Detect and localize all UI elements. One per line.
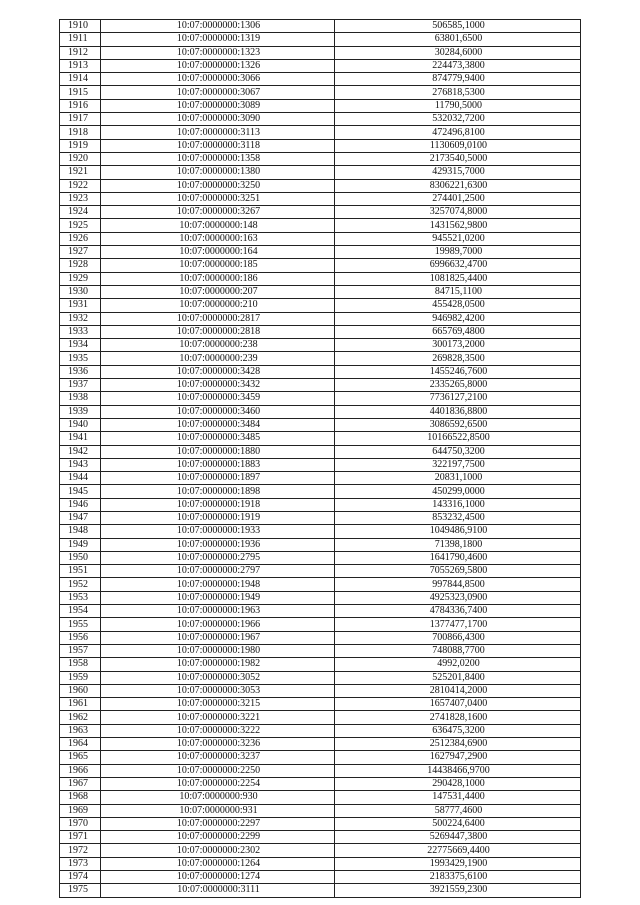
cadastral-number: 10:07:0000000:3237 xyxy=(101,751,335,764)
row-number: 1913 xyxy=(60,59,101,72)
table-row xyxy=(60,352,581,365)
table-row xyxy=(60,339,581,352)
table-row xyxy=(60,259,581,272)
cadastral-number: 10:07:0000000:1883 xyxy=(101,458,335,471)
table-row xyxy=(60,99,581,112)
cadastral-number: 10:07:0000000:1918 xyxy=(101,498,335,511)
cadastral-value: 276818,5300 xyxy=(335,86,581,99)
cadastral-number: 10:07:0000000:3428 xyxy=(101,365,335,378)
cadastral-number: 10:07:0000000:3052 xyxy=(101,671,335,684)
cadastral-number: 10:07:0000000:1358 xyxy=(101,152,335,165)
cadastral-number: 10:07:0000000:238 xyxy=(101,339,335,352)
table-row xyxy=(60,405,581,418)
row-number: 1956 xyxy=(60,631,101,644)
cadastral-value: 30284,6000 xyxy=(335,46,581,59)
table-row xyxy=(60,871,581,884)
cadastral-value: 84715,1100 xyxy=(335,285,581,298)
cadastral-value: 2810414,2000 xyxy=(335,684,581,697)
cadastral-number: 10:07:0000000:3251 xyxy=(101,192,335,205)
row-number: 1937 xyxy=(60,379,101,392)
table-row xyxy=(60,46,581,59)
row-number: 1948 xyxy=(60,525,101,538)
cadastral-number: 10:07:0000000:2254 xyxy=(101,777,335,790)
table-row xyxy=(60,831,581,844)
cadastral-number: 10:07:0000000:1980 xyxy=(101,644,335,657)
cadastral-number: 10:07:0000000:1966 xyxy=(101,618,335,631)
row-number: 1974 xyxy=(60,871,101,884)
row-number: 1924 xyxy=(60,206,101,219)
row-number: 1921 xyxy=(60,166,101,179)
row-number: 1971 xyxy=(60,831,101,844)
cadastral-number: 10:07:0000000:3432 xyxy=(101,379,335,392)
cadastral-value: 1455246,7600 xyxy=(335,365,581,378)
table-row xyxy=(60,365,581,378)
table-row xyxy=(60,498,581,511)
cadastral-value: 1377477,1700 xyxy=(335,618,581,631)
table-row xyxy=(60,804,581,817)
row-number: 1951 xyxy=(60,565,101,578)
table-row xyxy=(60,644,581,657)
cadastral-number: 10:07:0000000:2818 xyxy=(101,325,335,338)
cadastral-value: 450299,0000 xyxy=(335,485,581,498)
row-number: 1967 xyxy=(60,777,101,790)
cadastral-value-table xyxy=(59,19,581,898)
table-row xyxy=(60,777,581,790)
table-row xyxy=(60,113,581,126)
cadastral-number: 10:07:0000000:931 xyxy=(101,804,335,817)
table-row xyxy=(60,445,581,458)
cadastral-value: 63801,6500 xyxy=(335,33,581,46)
cadastral-value: 3257074,8000 xyxy=(335,206,581,219)
row-number: 1970 xyxy=(60,817,101,830)
table-row xyxy=(60,711,581,724)
cadastral-number: 10:07:0000000:1274 xyxy=(101,871,335,884)
row-number: 1959 xyxy=(60,671,101,684)
table-row xyxy=(60,618,581,631)
row-number: 1912 xyxy=(60,46,101,59)
cadastral-number: 10:07:0000000:1898 xyxy=(101,485,335,498)
row-number: 1932 xyxy=(60,312,101,325)
row-number: 1929 xyxy=(60,272,101,285)
table-row xyxy=(60,472,581,485)
table-row xyxy=(60,20,581,33)
cadastral-value: 71398,1800 xyxy=(335,538,581,551)
table-row xyxy=(60,139,581,152)
row-number: 1919 xyxy=(60,139,101,152)
cadastral-number: 10:07:0000000:3236 xyxy=(101,738,335,751)
table-row xyxy=(60,418,581,431)
row-number: 1973 xyxy=(60,857,101,870)
row-number: 1966 xyxy=(60,764,101,777)
cadastral-number: 10:07:0000000:1967 xyxy=(101,631,335,644)
cadastral-value: 4992,0200 xyxy=(335,658,581,671)
cadastral-number: 10:07:0000000:2817 xyxy=(101,312,335,325)
cadastral-number: 10:07:0000000:163 xyxy=(101,232,335,245)
table-row xyxy=(60,551,581,564)
row-number: 1926 xyxy=(60,232,101,245)
row-number: 1911 xyxy=(60,33,101,46)
cadastral-number: 10:07:0000000:1897 xyxy=(101,472,335,485)
table-row xyxy=(60,166,581,179)
row-number: 1943 xyxy=(60,458,101,471)
table-row xyxy=(60,86,581,99)
cadastral-number: 10:07:0000000:185 xyxy=(101,259,335,272)
table-row xyxy=(60,126,581,139)
table-row xyxy=(60,671,581,684)
table-row xyxy=(60,684,581,697)
row-number: 1916 xyxy=(60,99,101,112)
cadastral-number: 10:07:0000000:3089 xyxy=(101,99,335,112)
table-row xyxy=(60,605,581,618)
row-number: 1923 xyxy=(60,192,101,205)
table-row xyxy=(60,791,581,804)
cadastral-number: 10:07:0000000:3250 xyxy=(101,179,335,192)
cadastral-number: 10:07:0000000:1963 xyxy=(101,605,335,618)
row-number: 1927 xyxy=(60,246,101,259)
cadastral-number: 10:07:0000000:2302 xyxy=(101,844,335,857)
row-number: 1946 xyxy=(60,498,101,511)
cadastral-value: 11790,5000 xyxy=(335,99,581,112)
row-number: 1947 xyxy=(60,511,101,524)
cadastral-number: 10:07:0000000:1380 xyxy=(101,166,335,179)
cadastral-number: 10:07:0000000:1880 xyxy=(101,445,335,458)
cadastral-value: 2512384,6900 xyxy=(335,738,581,751)
table-row xyxy=(60,272,581,285)
row-number: 1952 xyxy=(60,578,101,591)
row-number: 1975 xyxy=(60,884,101,897)
cadastral-value: 1130609,0100 xyxy=(335,139,581,152)
table-row xyxy=(60,379,581,392)
table-row xyxy=(60,285,581,298)
cadastral-value: 274401,2500 xyxy=(335,192,581,205)
cadastral-number: 10:07:0000000:1306 xyxy=(101,20,335,33)
table-row xyxy=(60,246,581,259)
table-row xyxy=(60,525,581,538)
cadastral-number: 10:07:0000000:3221 xyxy=(101,711,335,724)
row-number: 1938 xyxy=(60,392,101,405)
row-number: 1934 xyxy=(60,339,101,352)
table-body xyxy=(60,20,581,898)
cadastral-value: 147531,4400 xyxy=(335,791,581,804)
row-number: 1939 xyxy=(60,405,101,418)
cadastral-value: 269828,3500 xyxy=(335,352,581,365)
cadastral-number: 10:07:0000000:3113 xyxy=(101,126,335,139)
cadastral-number: 10:07:0000000:3459 xyxy=(101,392,335,405)
cadastral-number: 10:07:0000000:2299 xyxy=(101,831,335,844)
cadastral-number: 10:07:0000000:164 xyxy=(101,246,335,259)
row-number: 1954 xyxy=(60,605,101,618)
table-row xyxy=(60,631,581,644)
cadastral-value: 58777,4600 xyxy=(335,804,581,817)
cadastral-value: 1049486,9100 xyxy=(335,525,581,538)
table-row xyxy=(60,485,581,498)
cadastral-number: 10:07:0000000:1949 xyxy=(101,591,335,604)
cadastral-value: 500224,6400 xyxy=(335,817,581,830)
cadastral-value: 506585,1000 xyxy=(335,20,581,33)
cadastral-number: 10:07:0000000:2797 xyxy=(101,565,335,578)
cadastral-value: 946982,4200 xyxy=(335,312,581,325)
table-row xyxy=(60,538,581,551)
table-row xyxy=(60,232,581,245)
cadastral-number: 10:07:0000000:1948 xyxy=(101,578,335,591)
table-row xyxy=(60,751,581,764)
cadastral-value: 636475,3200 xyxy=(335,724,581,737)
row-number: 1950 xyxy=(60,551,101,564)
cadastral-number: 10:07:0000000:3118 xyxy=(101,139,335,152)
cadastral-value: 1641790,4600 xyxy=(335,551,581,564)
cadastral-value: 1081825,4400 xyxy=(335,272,581,285)
table-row xyxy=(60,578,581,591)
table-row xyxy=(60,884,581,897)
cadastral-number: 10:07:0000000:3267 xyxy=(101,206,335,219)
row-number: 1968 xyxy=(60,791,101,804)
cadastral-value: 455428,0500 xyxy=(335,299,581,312)
table-row xyxy=(60,312,581,325)
row-number: 1960 xyxy=(60,684,101,697)
cadastral-value: 4925323,0900 xyxy=(335,591,581,604)
table-row xyxy=(60,565,581,578)
table-row xyxy=(60,33,581,46)
cadastral-value: 22775669,4400 xyxy=(335,844,581,857)
table-row xyxy=(60,591,581,604)
cadastral-number: 10:07:0000000:1933 xyxy=(101,525,335,538)
cadastral-number: 10:07:0000000:3460 xyxy=(101,405,335,418)
row-number: 1920 xyxy=(60,152,101,165)
cadastral-value: 8306221,6300 xyxy=(335,179,581,192)
cadastral-number: 10:07:0000000:148 xyxy=(101,219,335,232)
cadastral-value: 322197,7500 xyxy=(335,458,581,471)
cadastral-value: 853232,4500 xyxy=(335,511,581,524)
cadastral-value: 19989,7000 xyxy=(335,246,581,259)
cadastral-number: 10:07:0000000:2297 xyxy=(101,817,335,830)
cadastral-value: 945521,0200 xyxy=(335,232,581,245)
cadastral-number: 10:07:0000000:3484 xyxy=(101,418,335,431)
table-row xyxy=(60,192,581,205)
table-row xyxy=(60,511,581,524)
cadastral-number: 10:07:0000000:1919 xyxy=(101,511,335,524)
row-number: 1955 xyxy=(60,618,101,631)
cadastral-number: 10:07:0000000:3111 xyxy=(101,884,335,897)
cadastral-value: 7736127,2100 xyxy=(335,392,581,405)
cadastral-value: 2173540,5000 xyxy=(335,152,581,165)
row-number: 1942 xyxy=(60,445,101,458)
cadastral-value: 290428,1000 xyxy=(335,777,581,790)
row-number: 1944 xyxy=(60,472,101,485)
cadastral-value: 7055269,5800 xyxy=(335,565,581,578)
row-number: 1961 xyxy=(60,698,101,711)
row-number: 1915 xyxy=(60,86,101,99)
cadastral-number: 10:07:0000000:3222 xyxy=(101,724,335,737)
table-row xyxy=(60,764,581,777)
cadastral-number: 10:07:0000000:1936 xyxy=(101,538,335,551)
cadastral-value: 300173,2000 xyxy=(335,339,581,352)
row-number: 1962 xyxy=(60,711,101,724)
row-number: 1917 xyxy=(60,113,101,126)
cadastral-number: 10:07:0000000:1319 xyxy=(101,33,335,46)
table-row xyxy=(60,738,581,751)
cadastral-number: 10:07:0000000:239 xyxy=(101,352,335,365)
cadastral-number: 10:07:0000000:2795 xyxy=(101,551,335,564)
cadastral-value: 1431562,9800 xyxy=(335,219,581,232)
row-number: 1933 xyxy=(60,325,101,338)
cadastral-value: 10166522,8500 xyxy=(335,432,581,445)
cadastral-number: 10:07:0000000:1264 xyxy=(101,857,335,870)
cadastral-number: 10:07:0000000:186 xyxy=(101,272,335,285)
cadastral-value: 1993429,1900 xyxy=(335,857,581,870)
row-number: 1930 xyxy=(60,285,101,298)
table-row xyxy=(60,458,581,471)
table-row xyxy=(60,392,581,405)
cadastral-value: 2741828,1600 xyxy=(335,711,581,724)
row-number: 1918 xyxy=(60,126,101,139)
cadastral-value: 4401836,8800 xyxy=(335,405,581,418)
table-row xyxy=(60,206,581,219)
cadastral-value: 1657407,0400 xyxy=(335,698,581,711)
table-row xyxy=(60,817,581,830)
cadastral-number: 10:07:0000000:210 xyxy=(101,299,335,312)
table-row xyxy=(60,857,581,870)
row-number: 1972 xyxy=(60,844,101,857)
cadastral-number: 10:07:0000000:3066 xyxy=(101,73,335,86)
cadastral-value: 429315,7000 xyxy=(335,166,581,179)
cadastral-value: 472496,8100 xyxy=(335,126,581,139)
cadastral-value: 5269447,3800 xyxy=(335,831,581,844)
cadastral-value: 3086592,6500 xyxy=(335,418,581,431)
row-number: 1910 xyxy=(60,20,101,33)
table-row xyxy=(60,325,581,338)
cadastral-value: 1627947,2900 xyxy=(335,751,581,764)
cadastral-value: 644750,3200 xyxy=(335,445,581,458)
cadastral-value: 665769,4800 xyxy=(335,325,581,338)
table-row xyxy=(60,59,581,72)
cadastral-number: 10:07:0000000:3215 xyxy=(101,698,335,711)
cadastral-value: 874779,9400 xyxy=(335,73,581,86)
table-row xyxy=(60,432,581,445)
table-row xyxy=(60,658,581,671)
table-row xyxy=(60,219,581,232)
cadastral-number: 10:07:0000000:3485 xyxy=(101,432,335,445)
cadastral-value: 224473,3800 xyxy=(335,59,581,72)
cadastral-value: 532032,7200 xyxy=(335,113,581,126)
row-number: 1940 xyxy=(60,418,101,431)
table-row xyxy=(60,73,581,86)
cadastral-number: 10:07:0000000:1982 xyxy=(101,658,335,671)
cadastral-number: 10:07:0000000:3053 xyxy=(101,684,335,697)
row-number: 1941 xyxy=(60,432,101,445)
cadastral-value: 748088,7700 xyxy=(335,644,581,657)
cadastral-value: 997844,8500 xyxy=(335,578,581,591)
cadastral-value: 525201,8400 xyxy=(335,671,581,684)
cadastral-number: 10:07:0000000:930 xyxy=(101,791,335,804)
table-row xyxy=(60,179,581,192)
cadastral-number: 10:07:0000000:1323 xyxy=(101,46,335,59)
table-row xyxy=(60,152,581,165)
table-row xyxy=(60,299,581,312)
cadastral-value: 143316,1000 xyxy=(335,498,581,511)
table-row xyxy=(60,844,581,857)
table-row xyxy=(60,724,581,737)
row-number: 1931 xyxy=(60,299,101,312)
row-number: 1963 xyxy=(60,724,101,737)
row-number: 1969 xyxy=(60,804,101,817)
row-number: 1965 xyxy=(60,751,101,764)
cadastral-number: 10:07:0000000:3067 xyxy=(101,86,335,99)
cadastral-value: 2335265,8000 xyxy=(335,379,581,392)
cadastral-value: 20831,1000 xyxy=(335,472,581,485)
cadastral-number: 10:07:0000000:3090 xyxy=(101,113,335,126)
row-number: 1958 xyxy=(60,658,101,671)
row-number: 1964 xyxy=(60,738,101,751)
cadastral-value: 4784336,7400 xyxy=(335,605,581,618)
row-number: 1936 xyxy=(60,365,101,378)
row-number: 1928 xyxy=(60,259,101,272)
cadastral-number: 10:07:0000000:1326 xyxy=(101,59,335,72)
cadastral-value: 2183375,6100 xyxy=(335,871,581,884)
cadastral-value: 6996632,4700 xyxy=(335,259,581,272)
cadastral-value: 3921559,2300 xyxy=(335,884,581,897)
row-number: 1922 xyxy=(60,179,101,192)
row-number: 1945 xyxy=(60,485,101,498)
row-number: 1949 xyxy=(60,538,101,551)
row-number: 1914 xyxy=(60,73,101,86)
row-number: 1935 xyxy=(60,352,101,365)
cadastral-number: 10:07:0000000:207 xyxy=(101,285,335,298)
row-number: 1953 xyxy=(60,591,101,604)
cadastral-value: 14438466,9700 xyxy=(335,764,581,777)
cadastral-value: 700866,4300 xyxy=(335,631,581,644)
table-row xyxy=(60,698,581,711)
row-number: 1925 xyxy=(60,219,101,232)
cadastral-number: 10:07:0000000:2250 xyxy=(101,764,335,777)
row-number: 1957 xyxy=(60,644,101,657)
